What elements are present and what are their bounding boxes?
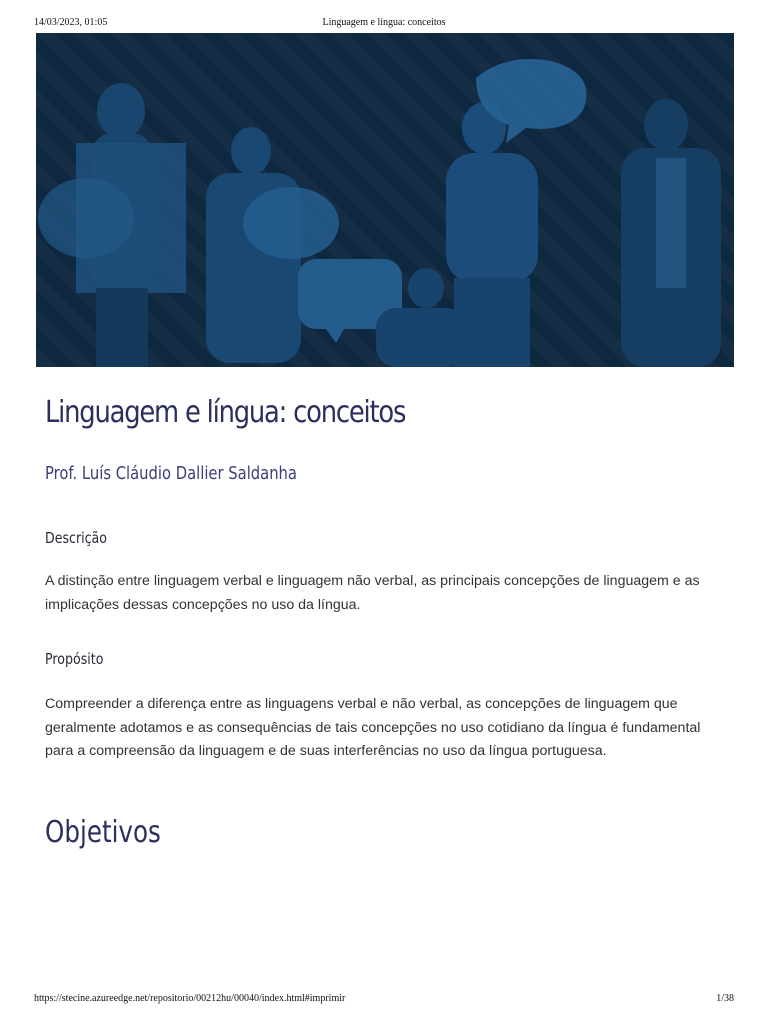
print-date: 14/03/2023, 01:05 <box>34 17 108 28</box>
section-heading-descricao: Descrição <box>45 529 107 547</box>
print-header <box>34 17 734 31</box>
print-footer <box>34 993 734 1007</box>
section-text-proposito: Compreender a diferença entre as linguagens verbal e não verbal, as concepções de linguagem que geralmente adotamos e as consequências de tais concepções no uso cotidiano da língua é fundamental para a compreensão da linguagem e de suas interferências no uso da língua portuguesa. <box>45 696 701 759</box>
document-title: Linguagem e língua: conceitos <box>45 395 406 430</box>
author-name: Prof. Luís Cláudio Dallier Saldanha <box>45 463 297 484</box>
section-text-descricao: A distinção entre linguagem verbal e linguagem não verbal, as principais concepções de linguagem e as implicações dessas concepções no uso da língua. <box>45 573 700 613</box>
group-with-speech-bubbles-photo-icon <box>36 33 734 367</box>
section-heading-proposito: Propósito <box>45 650 104 668</box>
print-page-title: Linguagem e língua: conceitos <box>322 17 446 28</box>
print-url: https://stecine.azureedge.net/repositorio/00212hu/00040/index.html#imprimir <box>34 993 346 1004</box>
page-number: 1/38 <box>716 993 734 1004</box>
hero-image <box>36 33 734 367</box>
objectives-heading: Objetivos <box>45 815 161 850</box>
